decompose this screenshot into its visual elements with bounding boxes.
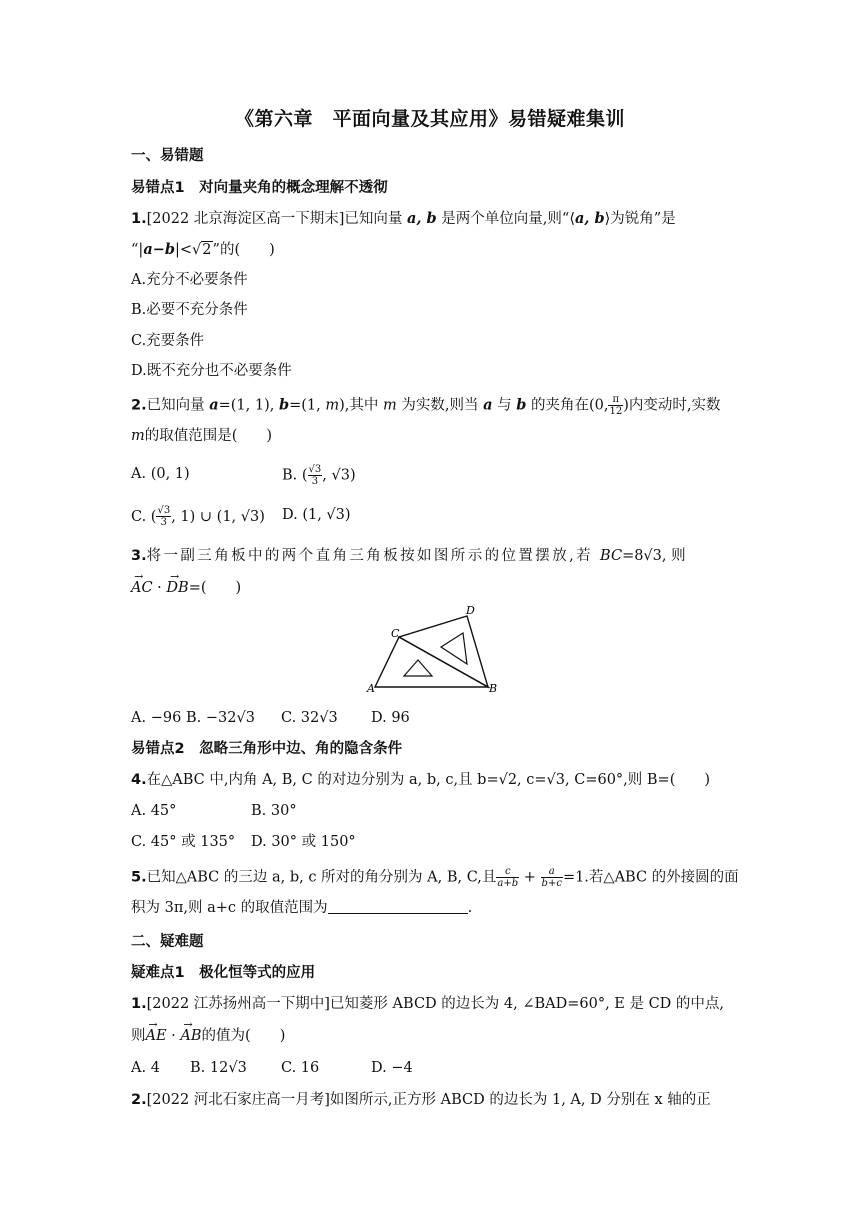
q3-options [131,708,731,728]
q2-fraction: $\frac{\pi}{12}$ [609,394,623,417]
q4-option-d: D. 30° 或 150° [251,834,356,850]
q1-text: ⟩为锐角”是 [604,211,676,227]
q2-m: m [325,397,340,414]
q5-fraction-1: $\frac{c}{a+b}$ [497,866,519,889]
q1-text: [2022 北京海淀区高一下期末]已知向量 [146,211,408,227]
q3-bc: BC [600,548,623,564]
q2-text: =(1, [289,397,326,414]
p1-number: 1. [131,996,147,1012]
p1-vector-ab: → AB [180,1026,201,1046]
q4-options-row1 [131,801,731,821]
q4-option-b: B. 30° [251,803,297,819]
q2-option-d: D. (1, √3) [282,507,351,523]
q1-text: ”的( ) [212,242,275,258]
q2-line2 [131,426,731,446]
q3-line1 [131,546,731,566]
q5-answer-blank[interactable] [328,899,468,914]
q2-number: 2. [131,397,147,414]
p1-line1 [131,994,731,1014]
q4-option-c: C. 45° 或 135° [131,834,236,850]
q1-line2: “|a−b|<√2”的( ) [131,241,275,258]
q1-vectors: a, b [407,210,437,227]
q1-text: |< [175,242,193,258]
q3-figure-triangles [365,604,505,696]
p1-vector-ae: → AE [146,1026,167,1046]
q2-m: m [383,397,397,414]
q4-option-a: A. 45° [131,803,177,819]
q2-options-row1 [131,464,731,487]
q5-plus: + [523,869,536,886]
q1-vectors: a, b [574,210,605,227]
q1-sqrt: 2 [202,242,212,258]
q2-text: 已知向量 [146,397,210,414]
q5-text: =1.若△ABC 的外接圆的面 [562,869,739,886]
page-title: 《第六章 平面向量及其应用》易错疑难集训 [234,108,625,130]
p1-option-b: B. 12√3 [190,1060,247,1076]
q3-vector-db: → DB [166,578,188,598]
p1-text: [2022 江苏扬州高一下期中]已知菱形 ABCD 的边长为 4, ∠BAD=60°, E 是 CD 的中点, [146,996,725,1012]
q2-text: ),其中 [339,397,384,414]
p1-options [131,1058,731,1078]
q2-option-c: C. ( $\frac{√3}{3}$ , 1) ∪ (1, √3) [131,505,265,528]
q1-number: 1. [131,211,147,227]
q2-line1 [131,394,731,417]
figure-label-a: A [367,682,375,695]
q5-text: . [467,900,473,916]
q2-text: )内变动时,实数 [623,397,721,414]
q4-number: 4. [131,772,147,788]
q3-text: =8√3, 则 [622,548,686,564]
q1-option-c: C.充要条件 [131,333,205,349]
figure-label-b: B [489,682,498,695]
p1-option-a: A. 4 [131,1060,160,1076]
q1-line1 [131,209,731,229]
q3-option-c: C. 32√3 [281,710,338,726]
q2-vector-a: a [483,396,493,414]
q1-option-b: B.必要不充分条件 [131,302,248,318]
figure-label-c: C [391,627,400,640]
p2-text: [2022 河北石家庄高一月考]如图所示,正方形 ABCD 的边长为 1, A, D 分别在 x 轴的正 [146,1092,711,1108]
q3-number: 3. [131,548,147,564]
point-heading-2: 易错点2 忽略三角形中边、角的隐含条件 [131,741,403,757]
q5-line2 [131,898,731,918]
q3-text: =( ) [188,580,242,596]
q4-line1 [131,770,731,790]
q2-vector-b: b [278,396,290,414]
q3-option-a: A. −96 [131,710,182,726]
q2-text: =(1, 1), [218,397,279,414]
q3-vector-ac: → AC [131,578,153,598]
q1-text: 是两个单位向量,则“⟨ [436,211,575,227]
section-heading-2: 二、疑难题 [131,934,204,950]
q2-text: 与 [492,397,517,414]
p1-option-c: C. 16 [281,1060,320,1076]
q2-vector-b: b [516,396,527,414]
p1-text: 则 [131,1028,146,1044]
q1-vectors: a−b [143,241,175,258]
q2-vector-a: a [209,396,219,414]
q3-text: 将一副三角板中的两个直角三角板按如图所示的位置摆放,若 [146,548,601,564]
q3-option-d: D. 96 [371,710,410,726]
q2-option-a: A. (0, 1) [131,466,190,482]
q3-option-b: B. −32√3 [186,710,255,726]
p2-number: 2. [131,1092,147,1108]
q4-text: 在△ABC 中,内角 A, B, C 的对边分别为 a, b, c,且 b=√2, c=√3, C=60°,则 B=( ) [146,772,711,788]
q2-option-b: B. ( $\frac{√3}{3}$ , √3) [282,464,356,487]
q4-options-row2 [131,832,731,852]
q5-fraction-2: $\frac{a}{b+c}$ [541,866,562,889]
p1-line2 [131,1026,731,1046]
q2-text: 的取值范围是( ) [144,428,273,444]
p2-line1 [131,1090,731,1110]
q1-option-a: A.充分不必要条件 [131,272,248,288]
figure-label-d: D [466,604,475,617]
q5-number: 5. [131,869,147,886]
q3-dot: · [152,580,167,596]
p1-text: 的值为( ) [201,1028,286,1044]
q1-option-d: D.既不充分也不必要条件 [131,363,292,379]
q2-text: 为实数,则当 [396,397,484,414]
q1-text: “| [131,242,144,258]
q2-m: m [131,428,145,444]
point-heading-3: 疑难点1 极化恒等式的应用 [131,965,316,981]
p1-option-d: D. −4 [371,1060,413,1076]
q5-line1 [131,866,739,889]
point-heading-1: 易错点1 对向量夹角的概念理解不透彻 [131,180,388,196]
p1-dot: · [166,1028,181,1044]
q5-text: 积为 3π,则 a+c 的取值范围为 [131,900,328,916]
q5-text: 已知△ABC 的三边 a, b, c 所对的角分别为 A, B, C,且 [146,869,497,886]
section-heading-1: 一、易错题 [131,148,204,164]
q3-line2 [131,578,731,598]
q2-text: 的夹角在(0, [526,397,609,414]
q2-options-row2 [131,505,731,528]
